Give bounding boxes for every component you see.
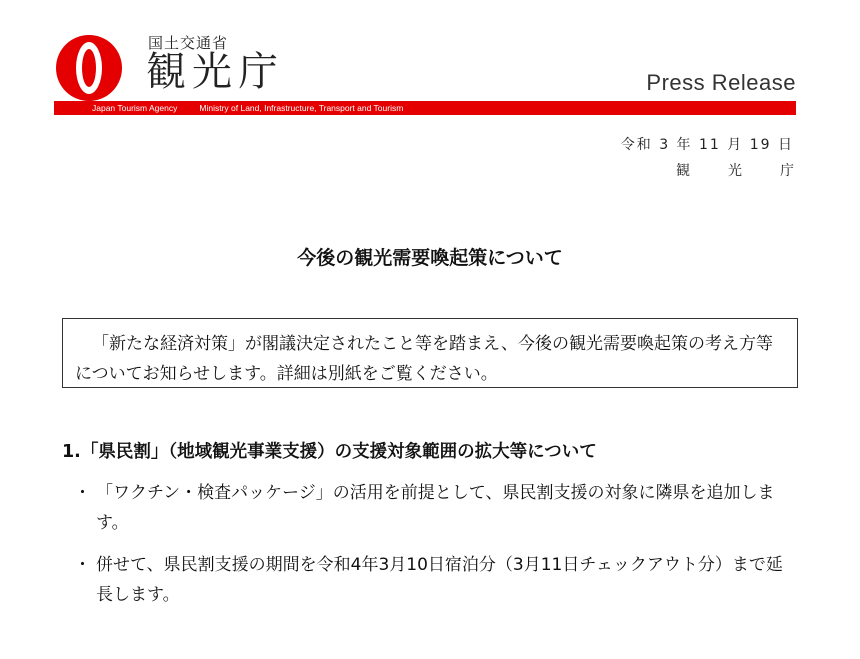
header-band-text [92,101,403,115]
summary-box: 「新たな経済対策」が閣議決定されたこと等を踏まえ、今後の観光需要喚起策の考え方等についてお知らせします。詳細は別紙をご覧ください。 [62,318,798,388]
list-item [74,550,794,610]
bullet-mark: ・ [74,483,91,503]
bullet-text: 「ワクチン・検査パッケージ」の活用を前提として、県民割支援の対象に隣県を追加します。 [96,483,775,533]
issuer-name: 観光庁 [676,163,832,179]
band-ministry-english: Ministry of Land, Infrastructure, Transport and Tourism [199,103,404,113]
document-title: 今後の観光需要喚起策について [297,247,563,269]
band-agency-english: Japan Tourism Agency [92,103,178,113]
ministry-name: 国土交通省 [148,34,229,52]
list-item [74,478,794,538]
bullet-list [74,478,794,622]
release-date: 令和 3 年 11 月 19 日 [620,137,794,153]
press-release-label: Press Release [646,70,796,95]
section-heading: 1.「県民割」（地域観光事業支援）の支援対象範囲の拡大等について [62,442,597,462]
bullet-text: 併せて、県民割支援の期間を令和4年3月10日宿泊分（3月11日チェックアウト分）まで延長します。 [96,555,783,605]
agency-logo-icon [54,33,124,103]
date-block [620,132,832,184]
bullet-mark: ・ [74,555,91,575]
agency-name: 観光庁 [146,49,284,95]
